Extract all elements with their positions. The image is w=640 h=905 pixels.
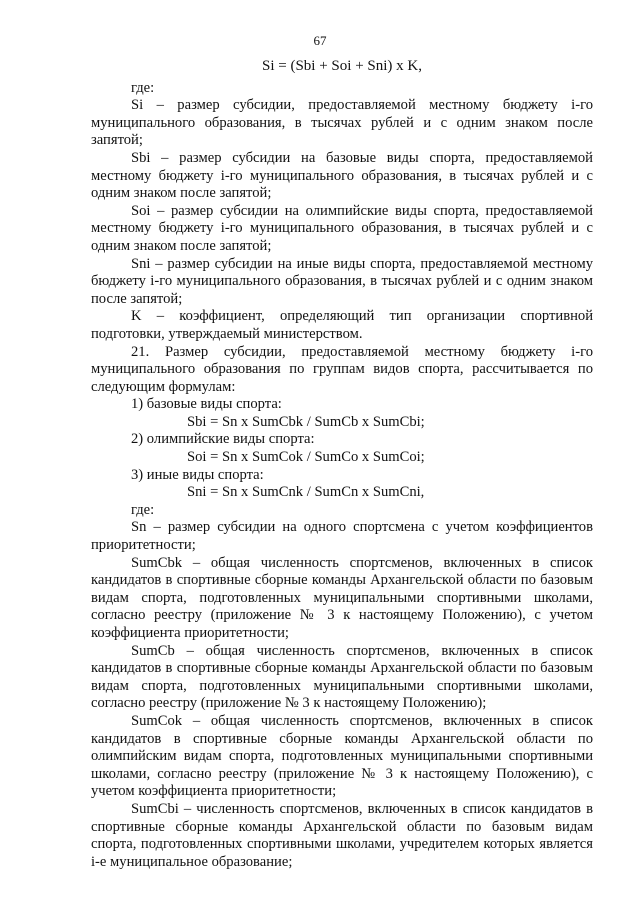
document-body [91,58,593,871]
definition-sumcbi: SumCbi – численность спортсменов, включенных в список кандидатов в спортивные сборные команды Архангельской области по базовым видам спорта, подготовленных спортивными школами, учредителем которых является i-е муниципальное образование; [91,800,593,870]
where-label-1: где: [131,79,155,96]
list-item-3: 3) иные виды спорта: [131,466,264,483]
definition-k: K – коэффициент, определяющий тип организации спортивной подготовки, утверждаемый министерством. [91,308,593,342]
list-item-1: 1) базовые виды спорта: [131,396,282,413]
definition-sumcbk: SumCbk – общая численность спортсменов, включенных в список кандидатов в спортивные сборные команды Архангельской области по базовым видам спорта, подготовленных муниципальными спортивными школами, согласно реестру (приложение № 3 к настоящему Положению), с учетом коэффициента приоритетности; [91,554,593,641]
formula-soi: Soi = Sn х SumCok / SumCo х SumCoi; [187,449,425,466]
definition-sumcok: SumCok – общая численность спортсменов, включенных в список кандидатов в спортивные сборные команды Архангельской области по олимпийским видам спорта, подготовленных муниципальными спортивными школами, согласно реестру (приложение № 3 к настоящему Положению), с учетом коэффициента приоритетности; [91,712,593,800]
formula-sbi: Sbi = Sn х SumCbk / SumCb х SumCbi; [187,413,425,430]
where-label-2: где: [131,501,155,518]
definition-si: Si – размер субсидии, предоставляемой местному бюджету i-го муниципального образования, в тысячах рублей и с одним знаком после запятой; [91,97,593,149]
definition-sbi: Sbi – размер субсидии на базовые виды спорта, предоставляемой местному бюджету i-го муниципального образования, в тысячах рублей и с одним знаком после запятой; [91,149,593,202]
list-item-2: 2) олимпийские виды спорта: [131,431,315,448]
definition-sumcb: SumCb – общая численность спортсменов, включенных в список кандидатов в спортивные сборные команды Архангельской области по базовым видам спорта, подготовленных муниципальными спортивными школами, согласно реестру (приложение № 3 к настоящему Положению); [91,642,593,712]
main-formula: Si = (Sbi + Soi + Sni) х K, [262,58,422,74]
formula-sni: Sni = Sn х SumCnk / SumCn х SumCni, [187,484,425,501]
definition-sni: Sni – размер субсидии на иные виды спорта, предоставляемой местному бюджету i-го муниципального образования, в тысячах рублей и с одним знаком после запятой; [91,255,593,307]
clause-21: 21. Размер субсидии, предоставляемой местному бюджету i-го муниципального образования по группам видов спорта, рассчитывается по следующим формулам: [91,343,593,395]
definition-soi: Soi – размер субсидии на олимпийские виды спорта, предоставляемой местному бюджету i-го муниципального образования, в тысячах рублей и с одним знаком после запятой; [91,202,593,254]
page-number: 67 [313,33,327,48]
definition-sn: Sn – размер субсидии на одного спортсмена с учетом коэффициентов приоритетности; [91,519,593,554]
